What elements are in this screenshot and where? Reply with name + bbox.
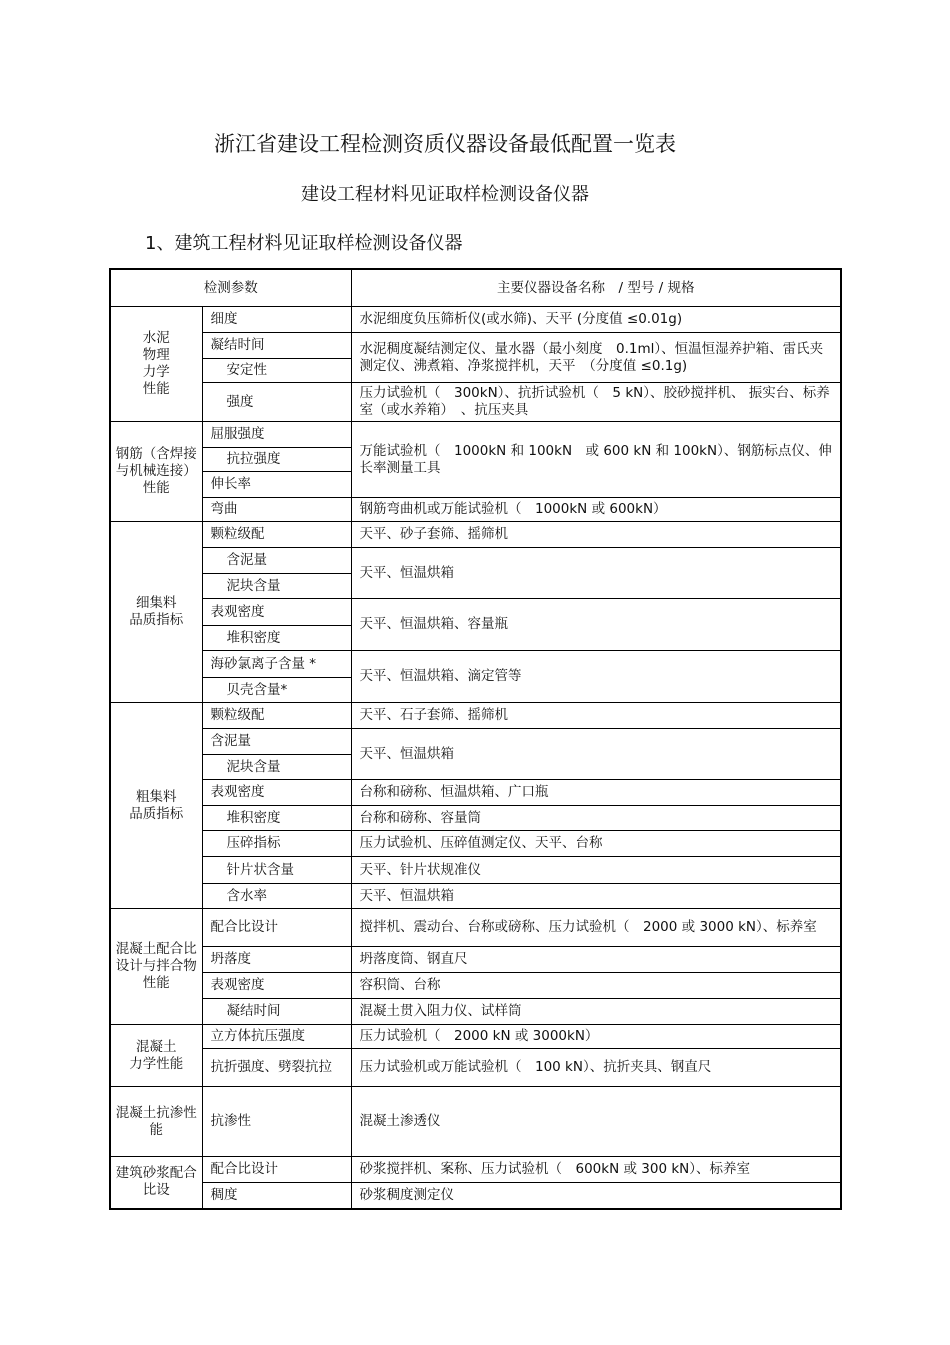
param-cell: 细度	[202, 307, 351, 333]
param-cell: 颗粒级配	[202, 522, 351, 548]
section-heading: 1、建筑工程材料见证取样检测设备仪器	[145, 233, 463, 254]
equipment-cell: 天平、石子套筛、摇筛机	[351, 703, 841, 729]
equipment-cell: 天平、恒温烘箱	[351, 884, 841, 909]
param-cell: 压碎指标	[202, 831, 351, 857]
category-cell: 混凝土配合比设计与拌合物性能	[110, 909, 202, 1025]
param-cell: 弯曲	[202, 498, 351, 522]
equipment-cell: 压力试验机（ 2000 kN 或 3000kN）	[351, 1025, 841, 1049]
page-subtitle: 建设工程材料见证取样检测设备仪器	[301, 184, 589, 205]
table-row	[110, 909, 841, 947]
table-row	[110, 703, 841, 729]
equipment-cell: 搅拌机、震动台、台称或磅称、压力试验机（ 2000 或 3000 kN）、标养室	[351, 909, 841, 947]
table-row	[110, 498, 841, 522]
table-row	[110, 1183, 841, 1209]
table-row	[110, 999, 841, 1025]
param-cell: 海砂氯离子含量 *	[202, 651, 351, 678]
equipment-cell: 压力试验机、压碎值测定仪、天平、台称	[351, 831, 841, 857]
category-cell: 建筑砂浆配合比设	[110, 1157, 202, 1209]
category-cell: 钢筋（含焊接与机械连接）性能	[110, 422, 202, 522]
table-row	[110, 599, 841, 626]
table-row	[110, 884, 841, 909]
equipment-cell: 砂浆搅拌机、案称、压力试验机（ 600kN 或 300 kN）、标养室	[351, 1157, 841, 1183]
param-cell: 凝结时间	[202, 333, 351, 359]
equipment-cell: 压力试验机（ 300kN）、抗折试验机（ 5 kN）、胶砂搅拌机、 振实台、标养室（或水养箱） 、抗压夹具	[351, 383, 841, 422]
table-row	[110, 307, 841, 333]
param-cell: 配合比设计	[202, 909, 351, 947]
param-cell: 含水率	[202, 884, 351, 909]
category-cell: 水泥 物理 力学 性能	[110, 307, 202, 422]
equipment-cell: 天平、针片状规准仪	[351, 857, 841, 884]
equipment-cell: 天平、恒温烘箱	[351, 548, 841, 599]
table-row	[110, 522, 841, 548]
category-cell: 混凝土抗渗性能	[110, 1087, 202, 1157]
param-cell: 针片状含量	[202, 857, 351, 884]
param-cell: 泥块含量	[202, 755, 351, 780]
param-cell: 抗渗性	[202, 1087, 351, 1157]
param-cell: 贝壳含量*	[202, 678, 351, 703]
equipment-cell: 混凝土渗透仪	[351, 1087, 841, 1157]
equipment-cell: 天平、恒温烘箱、滴定管等	[351, 651, 841, 703]
header-param: 检测参数	[110, 269, 351, 307]
table-row	[110, 1087, 841, 1157]
table-row	[110, 729, 841, 755]
param-cell: 含泥量	[202, 729, 351, 755]
param-cell: 立方体抗压强度	[202, 1025, 351, 1049]
table-row	[110, 806, 841, 831]
table-row	[110, 1049, 841, 1087]
equipment-cell: 台称和磅称、恒温烘箱、广口瓶	[351, 780, 841, 806]
equipment-cell: 水泥细度负压筛析仪(或水筛)、天平 (分度值 ≤0.01g)	[351, 307, 841, 333]
equipment-cell: 水泥稠度凝结测定仪、量水器（最小刻度 0.1ml）、恒温恒湿养护箱、雷氏夹测定仪、沸煮箱、净浆搅拌机，天平 （分度值 ≤0.1g)	[351, 333, 841, 383]
param-cell: 配合比设计	[202, 1157, 351, 1183]
param-cell: 表观密度	[202, 780, 351, 806]
param-cell: 颗粒级配	[202, 703, 351, 729]
equipment-cell: 容积筒、台称	[351, 973, 841, 999]
table-header-row	[110, 269, 841, 307]
table-row	[110, 780, 841, 806]
category-cell: 细集料 品质指标	[110, 522, 202, 703]
param-cell: 强度	[202, 383, 351, 422]
equipment-cell: 天平、恒温烘箱	[351, 729, 841, 780]
param-cell: 表观密度	[202, 599, 351, 626]
equipment-table	[109, 268, 842, 1210]
table-row	[110, 651, 841, 678]
table-row	[110, 383, 841, 422]
param-cell: 堆积密度	[202, 626, 351, 651]
param-cell: 屈服强度	[202, 422, 351, 448]
param-cell: 凝结时间	[202, 999, 351, 1025]
equipment-cell: 天平、恒温烘箱、容量瓶	[351, 599, 841, 651]
table-row	[110, 857, 841, 884]
table-row	[110, 1157, 841, 1183]
param-cell: 坍落度	[202, 947, 351, 973]
table-row	[110, 831, 841, 857]
page-title: 浙江省建设工程检测资质仪器设备最低配置一览表	[214, 132, 676, 156]
param-cell: 抗拉强度	[202, 448, 351, 472]
equipment-cell: 钢筋弯曲机或万能试验机（ 1000kN 或 600kN）	[351, 498, 841, 522]
equipment-cell: 压力试验机或万能试验机（ 100 kN）、抗折夹具、钢直尺	[351, 1049, 841, 1087]
param-cell: 伸长率	[202, 472, 351, 498]
table-row	[110, 333, 841, 359]
equipment-cell: 混凝土贯入阻力仪、试样筒	[351, 999, 841, 1025]
table-row	[110, 947, 841, 973]
equipment-cell: 万能试验机（ 1000kN 和 100kN 或 600 kN 和 100kN）、钢筋标点仪、伸长率测量工具	[351, 422, 841, 498]
category-cell: 混凝土 力学性能	[110, 1025, 202, 1087]
equipment-cell: 砂浆稠度测定仪	[351, 1183, 841, 1209]
param-cell: 含泥量	[202, 548, 351, 574]
param-cell: 表观密度	[202, 973, 351, 999]
table-row	[110, 1025, 841, 1049]
table-row	[110, 973, 841, 999]
table-row	[110, 422, 841, 448]
param-cell: 泥块含量	[202, 574, 351, 599]
header-equipment: 主要仪器设备名称 / 型号 / 规格	[351, 269, 841, 307]
category-cell: 粗集料 品质指标	[110, 703, 202, 909]
table-row	[110, 548, 841, 574]
param-cell: 堆积密度	[202, 806, 351, 831]
equipment-cell: 坍落度筒、钢直尺	[351, 947, 841, 973]
param-cell: 安定性	[202, 359, 351, 383]
param-cell: 稠度	[202, 1183, 351, 1209]
equipment-cell: 台称和磅称、容量筒	[351, 806, 841, 831]
param-cell: 抗折强度、劈裂抗拉	[202, 1049, 351, 1087]
equipment-cell: 天平、砂子套筛、摇筛机	[351, 522, 841, 548]
